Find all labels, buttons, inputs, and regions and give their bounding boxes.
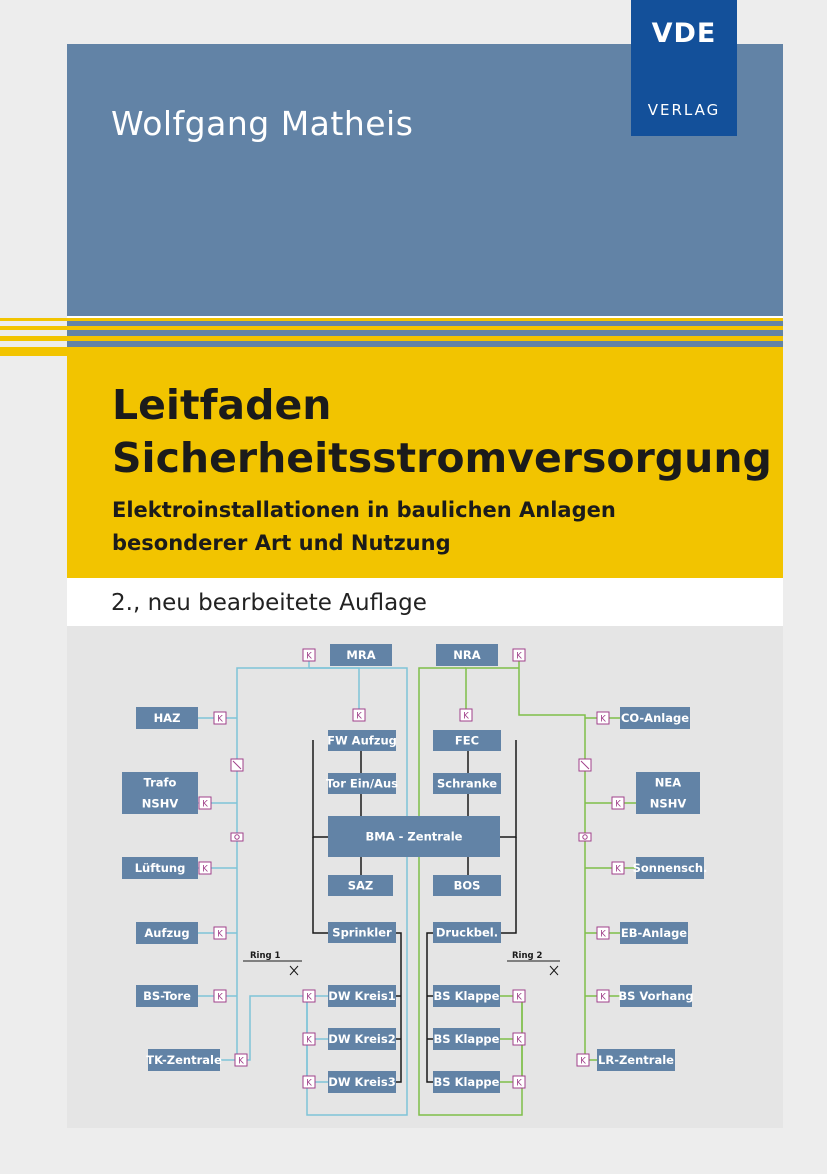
- ring2-label: Ring 2: [512, 951, 543, 961]
- box-aufzug-label: Aufzug: [144, 926, 190, 940]
- box-bos-label: BOS: [453, 878, 481, 893]
- k-bs3-label: K: [516, 1078, 522, 1089]
- box-tk-zentrale-label: TK-Zentrale: [146, 1053, 222, 1067]
- box-sprinkler-label: Sprinkler: [332, 925, 392, 940]
- box-tk-zentrale: [146, 1049, 222, 1071]
- box-lr-zentrale: [597, 1049, 675, 1071]
- box-lueftung: [122, 857, 198, 879]
- ring1-to-fw: [309, 668, 359, 715]
- k-nshv-right: [612, 797, 624, 810]
- box-bs-vorhang-label: BS Vorhang: [618, 989, 694, 1003]
- box-tor: [326, 773, 398, 794]
- box-bs-klappe-1: [433, 985, 500, 1007]
- k-bs-tore-label: K: [217, 992, 223, 1003]
- k-dw3-label: K: [306, 1078, 312, 1089]
- k-tk-label: K: [238, 1056, 244, 1067]
- wire-druck-bs: [427, 933, 433, 1082]
- ring1-dw-branch: [237, 996, 307, 1082]
- vde-logo-text: VDE: [651, 18, 717, 49]
- k-fw: [353, 709, 365, 722]
- box-bs-klappe-2: [433, 1028, 500, 1050]
- box-druckbel: [433, 922, 501, 943]
- k-nra: [513, 649, 525, 662]
- k-haz: [214, 712, 226, 725]
- fuse-symbol-left: [231, 833, 243, 841]
- box-bs-klappe-3: [433, 1071, 500, 1093]
- box-dw-kreis-2: [328, 1028, 396, 1050]
- k-tk: [235, 1054, 247, 1067]
- box-schranke: [433, 773, 501, 794]
- box-dw-kreis-3-label: DW Kreis3: [328, 1075, 396, 1089]
- box-aufzug: [136, 922, 198, 944]
- k-sonnensch: [612, 862, 624, 875]
- k-dw2: [303, 1033, 315, 1046]
- box-bma-zentrale: [328, 816, 500, 857]
- box-lr-zentrale-label: LR-Zentrale: [598, 1053, 674, 1067]
- box-bs-klappe-1-label: BS Klappe: [433, 989, 500, 1003]
- box-nshv-left-label: NSHV: [141, 796, 179, 811]
- k-lueftung-label: K: [202, 864, 208, 875]
- box-bs-klappe-2-label: BS Klappe: [433, 1032, 500, 1046]
- k-bs-tore: [214, 990, 226, 1003]
- ring2-right-bus: [519, 655, 585, 1060]
- author-name: Wolfgang Matheis: [111, 104, 414, 143]
- box-nea-label: NEA: [654, 775, 682, 790]
- box-eb-anlage: [620, 922, 688, 944]
- edition-label: 2., neu bearbeitete Auflage: [111, 590, 427, 616]
- k-vorhang-label: K: [600, 992, 606, 1003]
- wire-right-bottom: [500, 837, 516, 933]
- vde-logo-sub: VERLAG: [647, 101, 721, 119]
- box-haz-label: HAZ: [153, 711, 181, 725]
- box-co-anlage-label: CO-Anlage: [620, 711, 690, 725]
- k-sonnensch-label: K: [615, 864, 621, 875]
- box-bs-tore: [136, 985, 198, 1007]
- k-bs3: [513, 1076, 525, 1089]
- k-dw1: [303, 990, 315, 1003]
- k-bs1-label: K: [516, 992, 522, 1003]
- subtitle-line-1: Elektroinstallationen in baulichen Anlagen: [112, 498, 616, 522]
- wire-right-top: [500, 740, 516, 837]
- box-bs-klappe-3-label: BS Klappe: [433, 1075, 500, 1089]
- box-trafo-label: Trafo: [143, 775, 177, 790]
- switch-symbol-left: [231, 759, 243, 771]
- k-eb-label: K: [600, 929, 606, 940]
- k-fw-label: K: [356, 711, 362, 722]
- box-nea: [636, 772, 700, 793]
- box-nra-label: NRA: [453, 648, 481, 662]
- k-nra-label: K: [516, 651, 522, 662]
- k-bs1: [513, 990, 525, 1003]
- box-fw-aufzug: [327, 730, 397, 751]
- box-dw-kreis-1: [328, 985, 396, 1007]
- box-dw-kreis-3: [328, 1071, 396, 1093]
- k-dw2-label: K: [306, 1035, 312, 1046]
- k-co: [597, 712, 609, 725]
- k-haz-label: K: [217, 714, 223, 725]
- k-bs2-label: K: [516, 1035, 522, 1046]
- box-lueftung-label: Lüftung: [134, 861, 186, 875]
- ring1-left-bus: [237, 655, 309, 1060]
- k-dw3: [303, 1076, 315, 1089]
- box-dw-kreis-2-label: DW Kreis2: [328, 1032, 396, 1046]
- k-mra: [303, 649, 315, 662]
- box-bs-tore-label: BS-Tore: [143, 989, 191, 1003]
- k-co-label: K: [600, 714, 606, 725]
- box-fw-aufzug-label: FW Aufzug: [327, 733, 397, 748]
- box-nra: [436, 644, 498, 666]
- box-bs-vorhang: [618, 985, 693, 1007]
- k-fec-label: K: [463, 711, 469, 722]
- box-sonnensch: [633, 857, 708, 879]
- box-nshv-right: [636, 793, 700, 814]
- k-nshv-left-label: K: [202, 799, 208, 810]
- box-co-anlage: [620, 707, 690, 729]
- box-mra: [330, 644, 392, 666]
- box-mra-label: MRA: [346, 648, 376, 662]
- k-bs2: [513, 1033, 525, 1046]
- box-tor-label: Tor Ein/Aus: [325, 776, 399, 791]
- k-nshv-right-label: K: [615, 799, 621, 810]
- box-sonnensch-label: Sonnensch.: [632, 861, 708, 875]
- k-dw1-label: K: [306, 992, 312, 1003]
- ring1-label: Ring 1: [250, 951, 281, 961]
- box-bma-zentrale-label: BMA - Zentrale: [365, 829, 463, 844]
- k-lueftung: [199, 862, 211, 875]
- k-eb: [597, 927, 609, 940]
- title-line-2: Sicherheitsstromversorgung: [112, 434, 772, 482]
- fuse-symbol-right: [579, 833, 591, 841]
- box-dw-kreis-1-label: DW Kreis1: [328, 989, 396, 1003]
- switch-symbol-right: [579, 759, 591, 771]
- box-trafo: [122, 772, 198, 793]
- k-nshv-left: [199, 797, 211, 810]
- box-eb-anlage-label: EB-Anlage: [620, 926, 688, 940]
- box-bos: [433, 875, 501, 896]
- box-druckbel-label: Druckbel.: [435, 925, 499, 940]
- box-saz-label: SAZ: [347, 878, 374, 893]
- k-aufzug: [214, 927, 226, 940]
- box-nshv-left: [122, 793, 198, 814]
- box-sprinkler: [328, 922, 396, 943]
- k-mra-label: K: [306, 651, 312, 662]
- wire-sprinkler-dw: [396, 933, 401, 1082]
- k-vorhang: [597, 990, 609, 1003]
- box-schranke-label: Schranke: [436, 776, 498, 791]
- box-saz: [328, 875, 393, 896]
- box-fec-label: FEC: [454, 733, 480, 748]
- ring2-to-fec: [466, 668, 519, 715]
- box-nshv-right-label: NSHV: [649, 796, 687, 811]
- wire-left-bottom: [313, 837, 328, 933]
- title-line-1: Leitfaden: [112, 381, 332, 429]
- subtitle-line-2: besonderer Art und Nutzung: [112, 531, 451, 555]
- box-haz: [136, 707, 198, 729]
- k-aufzug-label: K: [217, 929, 223, 940]
- box-fec: [433, 730, 501, 751]
- k-lr-label: K: [580, 1056, 586, 1067]
- k-fec: [460, 709, 472, 722]
- k-lr: [577, 1054, 589, 1067]
